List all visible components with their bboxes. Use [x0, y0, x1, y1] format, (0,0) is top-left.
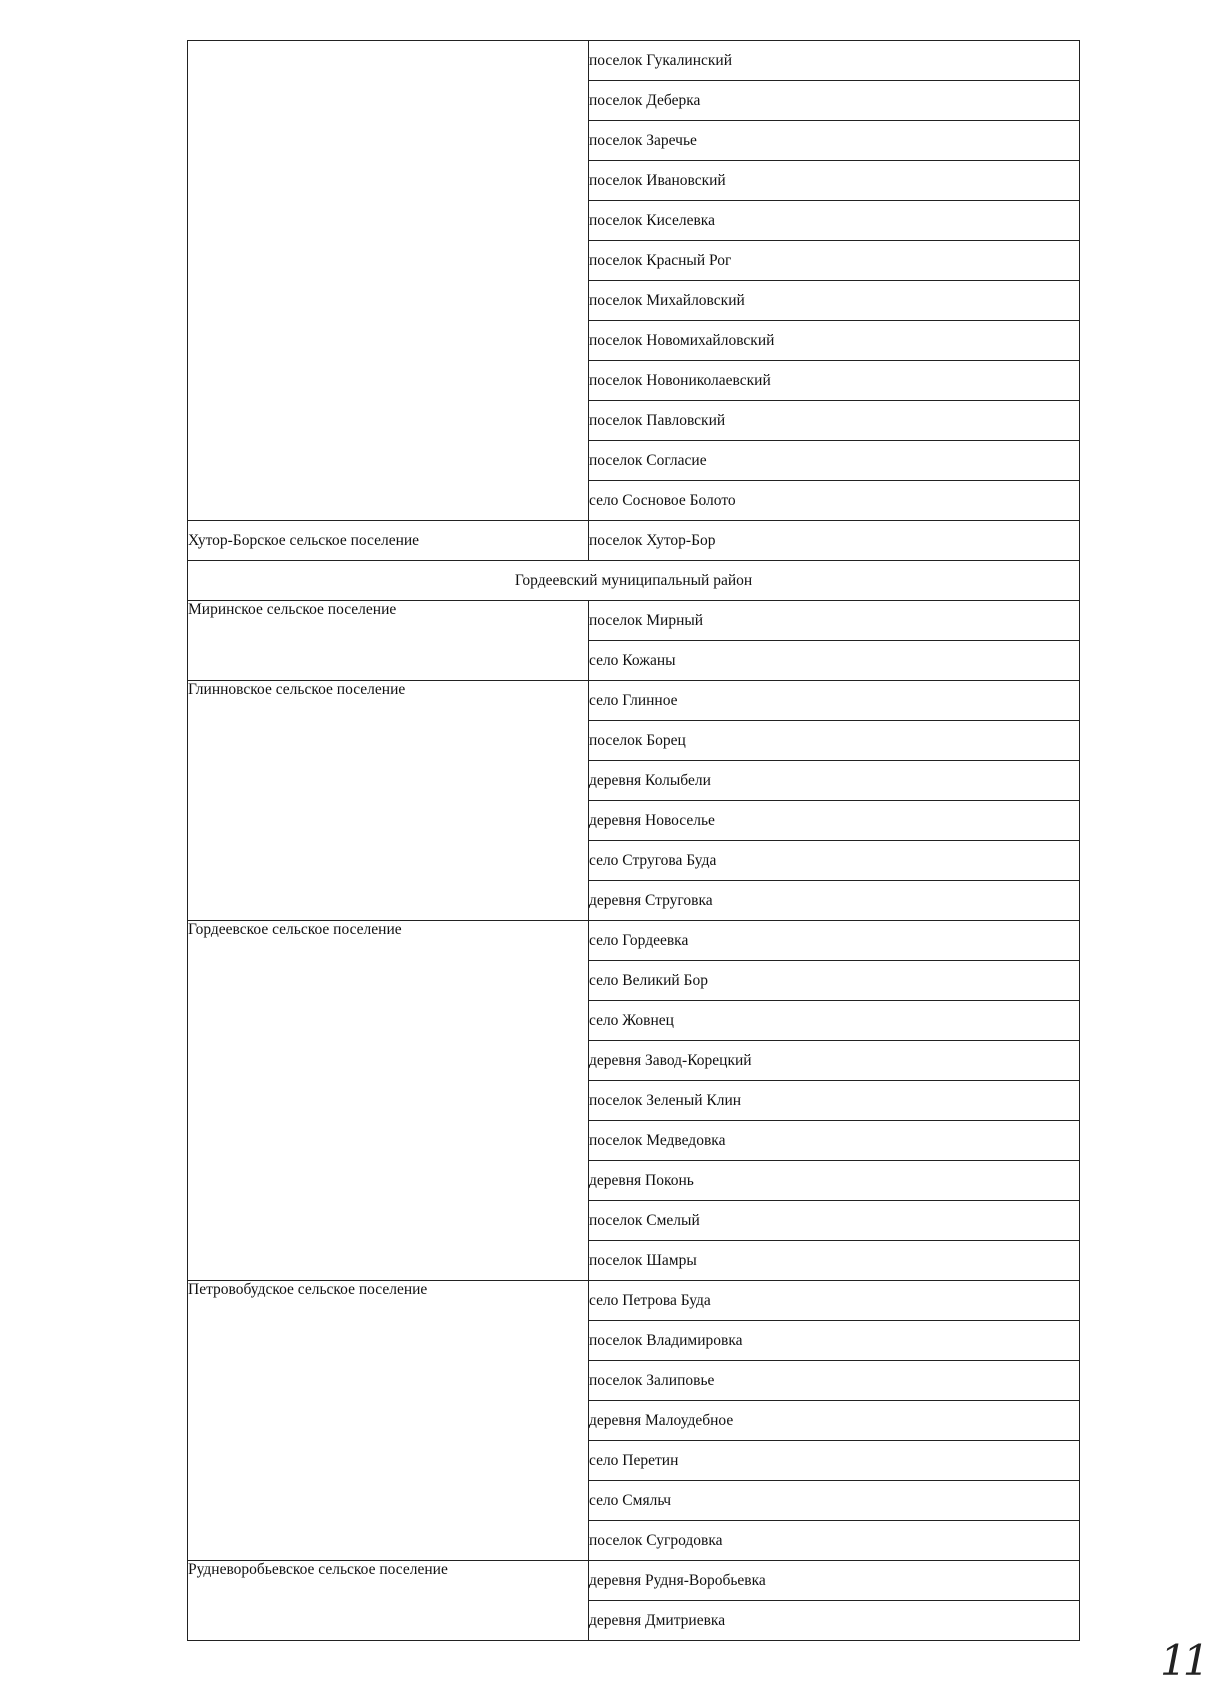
- settlement-cell: деревня Новоселье: [589, 801, 1080, 841]
- settlement-cell: поселок Смелый: [589, 1201, 1080, 1241]
- municipality-cell: Рудневоробьевское сельское поселение: [188, 1561, 589, 1641]
- settlement-cell: поселок Михайловский: [589, 281, 1080, 321]
- settlement-cell: село Смяльч: [589, 1481, 1080, 1521]
- municipality-cell: Гордеевское сельское поселение: [188, 921, 589, 1281]
- table-row: [188, 601, 1080, 641]
- settlement-cell: поселок Согласие: [589, 441, 1080, 481]
- district-header-row: [188, 561, 1080, 601]
- settlement-cell: село Жовнец: [589, 1001, 1080, 1041]
- settlement-cell: деревня Малоудебное: [589, 1401, 1080, 1441]
- settlement-cell: село Сосновое Болото: [589, 481, 1080, 521]
- settlement-cell: поселок Сугродовка: [589, 1521, 1080, 1561]
- settlement-cell: село Стругова Буда: [589, 841, 1080, 881]
- settlement-cell: поселок Зеленый Клин: [589, 1081, 1080, 1121]
- settlement-cell: село Петрова Буда: [589, 1281, 1080, 1321]
- settlement-cell: поселок Красный Рог: [589, 241, 1080, 281]
- settlement-cell: деревня Дмитриевка: [589, 1601, 1080, 1641]
- table-row: [188, 1561, 1080, 1601]
- settlement-cell: поселок Гукалинский: [589, 41, 1080, 81]
- settlement-cell: поселок Медведовка: [589, 1121, 1080, 1161]
- table-row: [188, 681, 1080, 721]
- settlement-cell: деревня Струговка: [589, 881, 1080, 921]
- table-row: [188, 921, 1080, 961]
- municipality-cell: Миринское сельское поселение: [188, 601, 589, 681]
- table-row: [188, 521, 1080, 561]
- settlement-cell: поселок Новомихайловский: [589, 321, 1080, 361]
- settlement-cell: поселок Заречье: [589, 121, 1080, 161]
- settlement-cell: село Глинное: [589, 681, 1080, 721]
- settlement-cell: поселок Хутор-Бор: [589, 521, 1080, 561]
- settlement-cell: деревня Завод-Корецкий: [589, 1041, 1080, 1081]
- settlement-cell: поселок Новониколаевский: [589, 361, 1080, 401]
- settlement-cell: поселок Ивановский: [589, 161, 1080, 201]
- settlement-cell: поселок Павловский: [589, 401, 1080, 441]
- settlement-cell: село Великий Бор: [589, 961, 1080, 1001]
- settlement-cell: деревня Рудня-Воробьевка: [589, 1561, 1080, 1601]
- settlement-cell: поселок Деберка: [589, 81, 1080, 121]
- settlement-cell: поселок Владимировка: [589, 1321, 1080, 1361]
- settlement-cell: село Гордеевка: [589, 921, 1080, 961]
- municipality-cell: Петровобудское сельское поселение: [188, 1281, 589, 1561]
- settlement-cell: поселок Киселевка: [589, 201, 1080, 241]
- settlement-cell: поселок Залиповье: [589, 1361, 1080, 1401]
- municipality-cell: Хутор-Борское сельское поселение: [188, 521, 589, 561]
- handwritten-page-number: 11: [1160, 1636, 1205, 1685]
- settlement-cell: село Кожаны: [589, 641, 1080, 681]
- settlement-cell: деревня Поконь: [589, 1161, 1080, 1201]
- municipality-cell-continued: [188, 41, 589, 521]
- settlement-cell: деревня Колыбели: [589, 761, 1080, 801]
- district-header: Гордеевский муниципальный район: [188, 561, 1080, 601]
- settlement-cell: поселок Шамры: [589, 1241, 1080, 1281]
- table-row: [188, 41, 1080, 81]
- settlements-table: [187, 40, 1080, 1641]
- settlement-cell: поселок Борец: [589, 721, 1080, 761]
- municipality-cell: Глинновское сельское поселение: [188, 681, 589, 921]
- table-row: [188, 1281, 1080, 1321]
- settlement-cell: поселок Мирный: [589, 601, 1080, 641]
- settlement-cell: село Перетин: [589, 1441, 1080, 1481]
